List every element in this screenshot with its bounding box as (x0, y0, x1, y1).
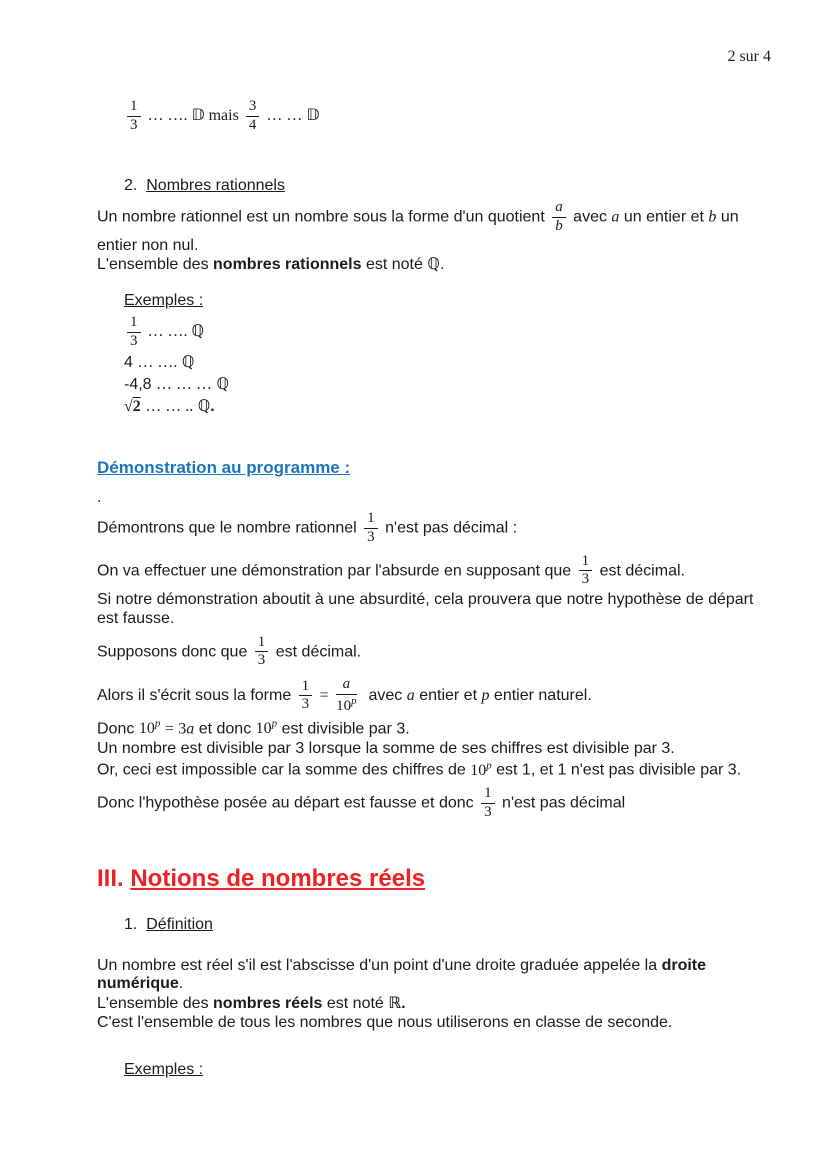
fraction-one-third (127, 99, 141, 134)
coefficient: 3 (178, 719, 187, 737)
text-segment: est décimal. (275, 643, 362, 661)
fraction-denominator: 3 (581, 571, 590, 588)
text-segment: n'est pas décimal (502, 794, 626, 812)
math-power-10p (138, 717, 161, 737)
fraction-numerator: 1 (481, 786, 495, 804)
paragraph-ensemble-reels (97, 994, 771, 1014)
stray-dot: . (97, 489, 102, 507)
set-symbol-rationals: ℚ (181, 352, 195, 372)
fraction-denominator: 3 (484, 804, 492, 821)
text-segment: L'ensemble des (97, 256, 209, 274)
text-segment: est noté (365, 256, 423, 274)
example-row (124, 397, 771, 417)
examples-title: Exemples : (124, 292, 204, 310)
section-number: 2. (124, 176, 138, 194)
connector-word: mais (208, 106, 239, 124)
power-exponent: p (154, 717, 161, 730)
bold-term: droite numérique (97, 956, 707, 993)
fraction-denominator: b (555, 217, 563, 234)
section-title: Notions de nombres réels (130, 864, 426, 892)
power-exponent: p (351, 694, 357, 707)
fraction-denominator: 3 (257, 652, 266, 669)
examples-heading (124, 1061, 771, 1080)
text-segment: avec (368, 687, 403, 705)
text-segment: un entier et (623, 208, 704, 226)
demo-line-8 (97, 759, 771, 780)
fraction-a-over-10p (336, 677, 357, 715)
page-content (97, 0, 771, 1079)
examples-heading (124, 292, 771, 311)
power-base: 10 (470, 761, 487, 779)
set-symbol-rationals: ℚ (427, 254, 440, 274)
text-segment: est décimal. (599, 562, 685, 580)
text-segment: Donc (97, 719, 135, 737)
math-variable-a: a (186, 719, 195, 737)
fraction-denominator: 3 (367, 528, 375, 545)
text-segment: entier et (419, 687, 478, 705)
set-symbol-decimal: 𝔻 (306, 104, 320, 124)
section-number: III. (97, 864, 124, 892)
radical-sign: √ (124, 397, 133, 415)
text-segment: un entier non nul. (97, 208, 739, 254)
fraction-one-third (299, 679, 313, 714)
text-segment: avec (573, 208, 607, 226)
example-value: -4,8 (124, 376, 152, 394)
math-variable-b: b (708, 208, 717, 226)
paragraph-classe-seconde (97, 1014, 771, 1033)
example-row (124, 313, 771, 352)
text-segment: est noté (326, 995, 384, 1013)
text-segment: est 1, et 1 n'est pas divisible par 3. (496, 761, 742, 779)
text-segment: entier naturel. (493, 687, 592, 705)
subsection-number: 1. (124, 916, 138, 934)
dots: … … .. (145, 397, 194, 415)
fraction-numerator: 1 (127, 315, 141, 333)
demo-line-9 (97, 784, 771, 823)
text-segment: L'ensemble des (97, 995, 209, 1013)
fraction-a-over-b (552, 200, 566, 235)
dots: … …. (147, 322, 188, 340)
examples-title: Exemples : (124, 1060, 204, 1078)
math-variable-a: a (611, 208, 620, 226)
dots: … …. (137, 354, 178, 372)
math-variable-p: p (481, 687, 490, 705)
fraction-one-third (127, 315, 141, 350)
set-symbol-reals: ℝ (388, 993, 402, 1013)
fraction-one-third (255, 635, 269, 670)
power-exponent: p (486, 759, 492, 772)
power-base: 10 (336, 697, 352, 714)
fraction-numerator: 1 (364, 511, 378, 529)
subsection-title: Définition (146, 916, 213, 934)
equals-sign: = (319, 687, 329, 705)
paragraph-definition-reel (97, 957, 771, 994)
fraction-three-quarters (246, 99, 260, 134)
math-power-10p (255, 717, 278, 737)
dots: … … … (156, 376, 213, 394)
dots: … … (266, 106, 303, 124)
fraction-denominator: 3 (130, 116, 138, 133)
demo-heading (97, 458, 771, 478)
text-segment: C'est l'ensemble de tous les nombres que nous utiliserons en classe de seconde. (97, 1013, 673, 1031)
text-segment: . (210, 397, 215, 415)
text-segment: Donc l'hypothèse posée au départ est fausse et donc (97, 794, 474, 812)
demo-line-6 (97, 718, 771, 739)
text-segment: Or, ceci est impossible car la somme des chiffres de (97, 761, 466, 779)
power-base: 10 (138, 719, 155, 737)
fraction-denominator: 4 (248, 116, 257, 133)
square-root-expression (124, 398, 141, 415)
set-symbol-rationals: ℚ (216, 374, 230, 394)
text-segment: Si notre démonstration aboutit à une absurdité, cela prouvera que notre hypothèse de départ est fausse. (97, 591, 754, 627)
example-row (124, 375, 771, 395)
text-segment: On va effectuer une démonstration par l'absurde en supposant que (97, 562, 572, 580)
demo-line-1 (97, 509, 771, 548)
fraction-numerator: 1 (579, 554, 593, 572)
intro-formula (124, 97, 771, 136)
text-segment: . (401, 995, 406, 1013)
fraction-denominator (336, 695, 357, 715)
paragraph-ensemble-rationnels (97, 255, 771, 275)
section-title: Nombres rationnels (146, 176, 285, 194)
text-segment: Un nombre rationnel est un nombre sous la forme d'un quotient (97, 208, 545, 226)
bold-term: nombres rationnels (213, 256, 362, 274)
fraction-numerator: 1 (299, 679, 313, 697)
example-row (124, 353, 771, 373)
radicand: 2 (132, 397, 141, 415)
text-segment: Un nombre est réel s'il est l'abscisse d'un point d'une droite graduée appelée la (97, 956, 658, 974)
math-variable-a: a (406, 687, 415, 705)
fraction-denominator: 3 (130, 332, 138, 349)
fraction-denominator: 3 (301, 696, 310, 713)
fraction-one-third (481, 786, 495, 821)
power-base: 10 (255, 719, 272, 737)
set-symbol-rationals: ℚ (197, 395, 211, 415)
text-segment: est divisible par 3. (281, 719, 410, 737)
set-symbol-decimal: 𝔻 (191, 104, 205, 124)
text-segment: . (178, 975, 184, 993)
section-heading-rationnels (124, 177, 771, 196)
fraction-numerator: a (336, 677, 357, 695)
bold-term: nombres réels (213, 995, 323, 1013)
text-segment: n'est pas décimal : (385, 519, 518, 537)
set-symbol-rationals: ℚ (191, 320, 205, 340)
fraction-numerator: 3 (246, 99, 260, 117)
demo-line-2 (97, 552, 771, 591)
dots: … …. (147, 106, 188, 124)
fraction-numerator: 1 (127, 99, 141, 117)
subsection-heading-definition (124, 916, 771, 935)
paragraph-definition-rationnel (97, 198, 771, 255)
math-power-10p (470, 759, 492, 779)
section-heading-reels (97, 865, 771, 893)
fraction-one-third (364, 511, 378, 546)
page-number: 2 sur 4 (727, 48, 771, 65)
demo-line-3 (97, 591, 771, 628)
demo-title: Démonstration au programme : (97, 457, 351, 477)
math-term-3a (178, 720, 194, 737)
example-value: 4 (124, 354, 133, 372)
fraction-one-third (579, 554, 593, 589)
text-segment: Démontrons que le nombre rationnel (97, 519, 357, 537)
text-segment: Alors il s'écrit sous la forme (97, 687, 292, 705)
text-segment: et donc (198, 719, 252, 737)
demo-line-7 (97, 740, 771, 759)
fraction-numerator: 1 (255, 635, 269, 653)
text-segment: Un nombre est divisible par 3 lorsque la somme de ses chiffres est divisible par 3. (97, 739, 675, 757)
text-segment: Supposons donc que (97, 643, 248, 661)
text-segment: . (439, 256, 445, 274)
demo-line-4 (97, 633, 771, 672)
power-exponent: p (271, 717, 278, 730)
fraction-numerator: a (552, 200, 566, 218)
demo-line-5 (97, 675, 771, 717)
equals-sign: = (164, 719, 174, 737)
